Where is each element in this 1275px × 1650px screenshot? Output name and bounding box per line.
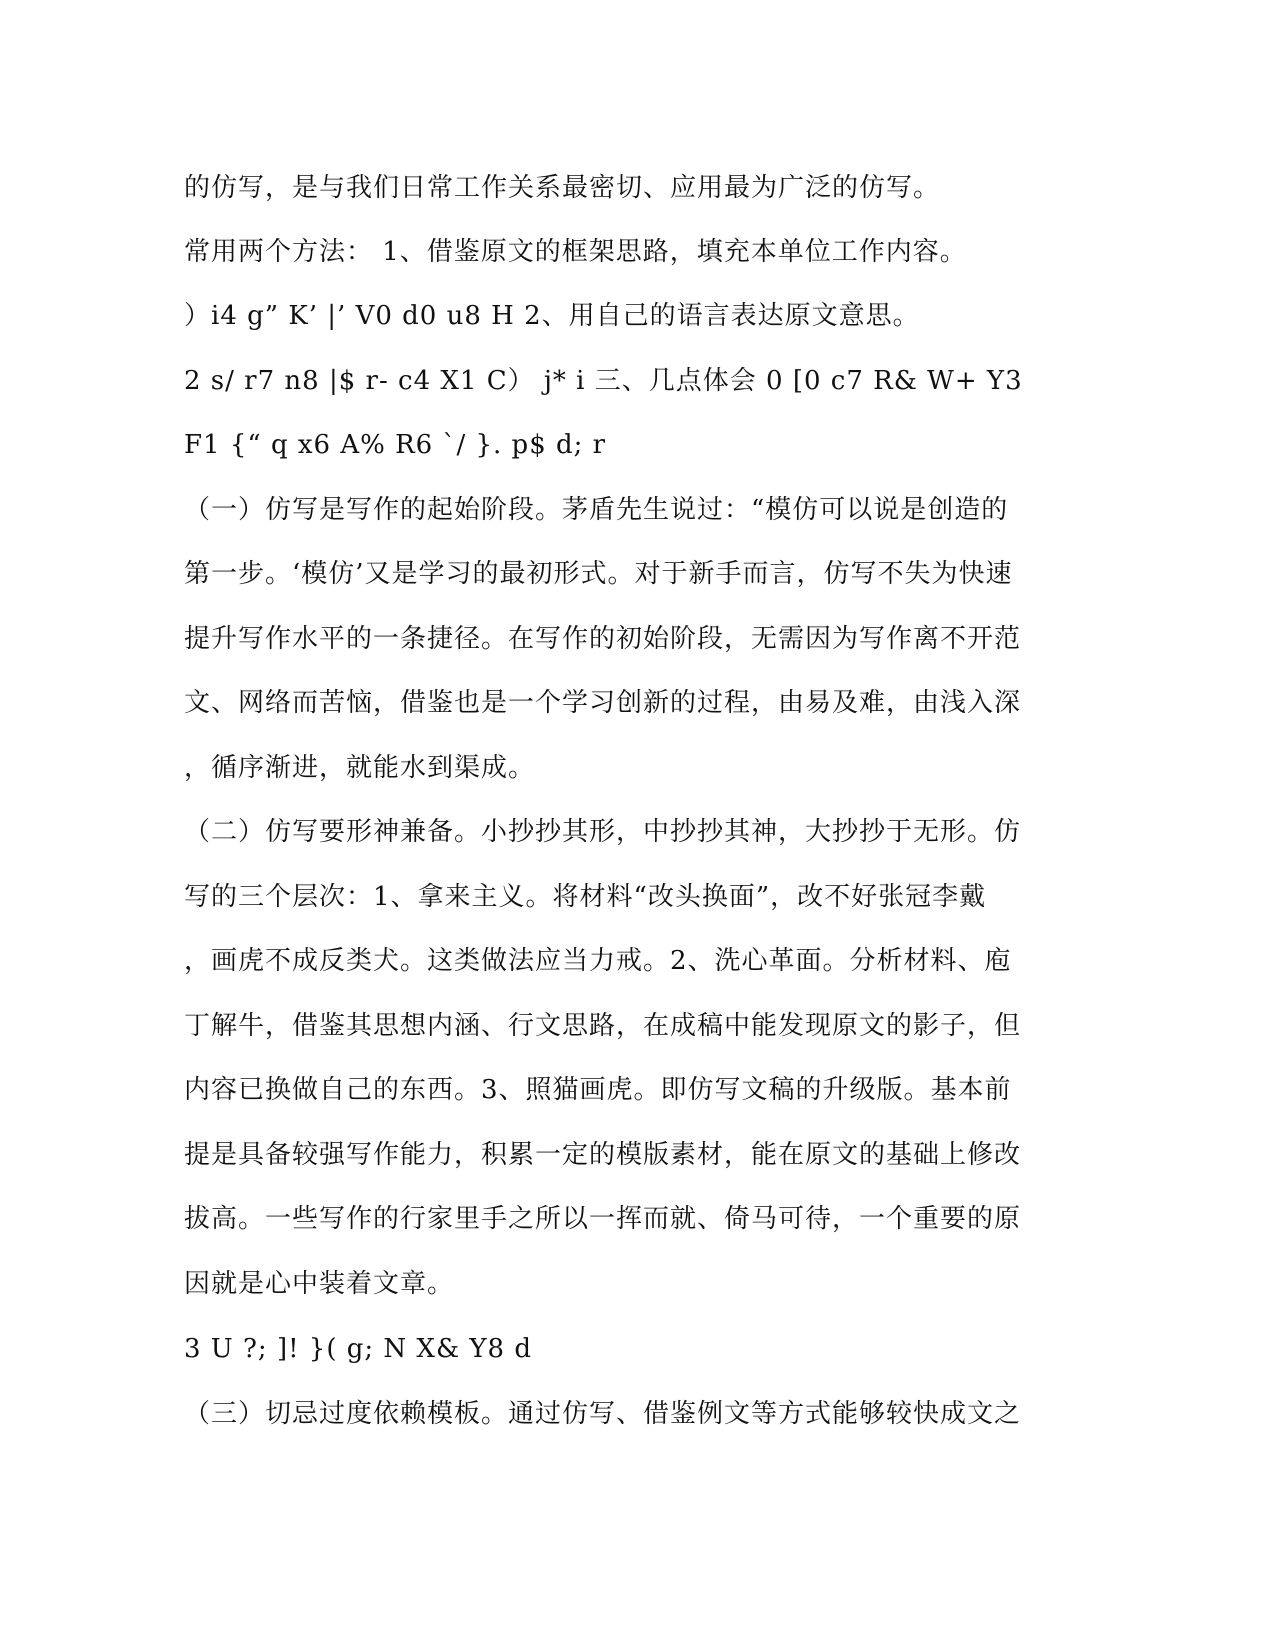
text-line: （二）仿写要形神兼备。小抄抄其形，中抄抄其神，大抄抄于无形。仿 [184, 817, 1022, 847]
text-line: 拔高。一些写作的行家里手之所以一挥而就、倚马可待，一个重要的原 [184, 1204, 1022, 1234]
text-line: 提是具备较强写作能力，积累一定的模版素材，能在原文的基础上修改 [184, 1140, 1022, 1170]
text-line: ，循序渐进，就能水到渠成。 [184, 753, 536, 783]
text-line: 内容已换做自己的东西。3、照猫画虎。即仿写文稿的升级版。基本前 [184, 1075, 1012, 1105]
text-line: 第一步。‘模仿’又是学习的最初形式。对于新手而言，仿写不失为快速 [184, 559, 1013, 589]
text-line: 丁解牛，借鉴其思想内涵、行文思路，在成稿中能发现原文的影子，但 [184, 1011, 1022, 1041]
text-line: 常用两个方法： 1、借鉴原文的框架思路，填充本单位工作内容。 [184, 237, 967, 267]
text-line: F1 {“ q x6 A% R6 `/ }. p$ d; r [184, 430, 607, 460]
text-line: 的仿写，是与我们日常工作关系最密切、应用最为广泛的仿写。 [184, 173, 941, 203]
text-line: ，画虎不成反类犬。这类做法应当力戒。2、洗心革面。分析材料、庖 [184, 946, 1012, 976]
text-line: 写的三个层次：1、拿来主义。将材料“改头换面”，改不好张冠李戴 [184, 882, 987, 912]
text-line: 2 s/ r7 n8 |$ r- c4 X1 C） j* i 三、几点体会 0 [0 c7 R& W+ Y3 [184, 366, 1023, 396]
text-line: （三）切忌过度依赖模板。通过仿写、借鉴例文等方式能够较快成文之 [184, 1399, 1022, 1429]
text-line: 因就是心中装着文章。 [184, 1269, 455, 1299]
text-line: ）i4 g” K’ |’ V0 d0 u8 H 2、用自己的语言表达原文意思。 [184, 301, 920, 331]
text-line: （一）仿写是写作的起始阶段。茅盾先生说过：“模仿可以说是创造的 [184, 495, 1009, 525]
text-line: 提升写作水平的一条捷径。在写作的初始阶段，无需因为写作离不开范 [184, 624, 1022, 654]
text-line: 3 U ?; ]! }( g; N X& Y8 d [184, 1334, 532, 1364]
text-line: 文、网络而苦恼，借鉴也是一个学习创新的过程，由易及难，由浅入深 [184, 688, 1022, 718]
